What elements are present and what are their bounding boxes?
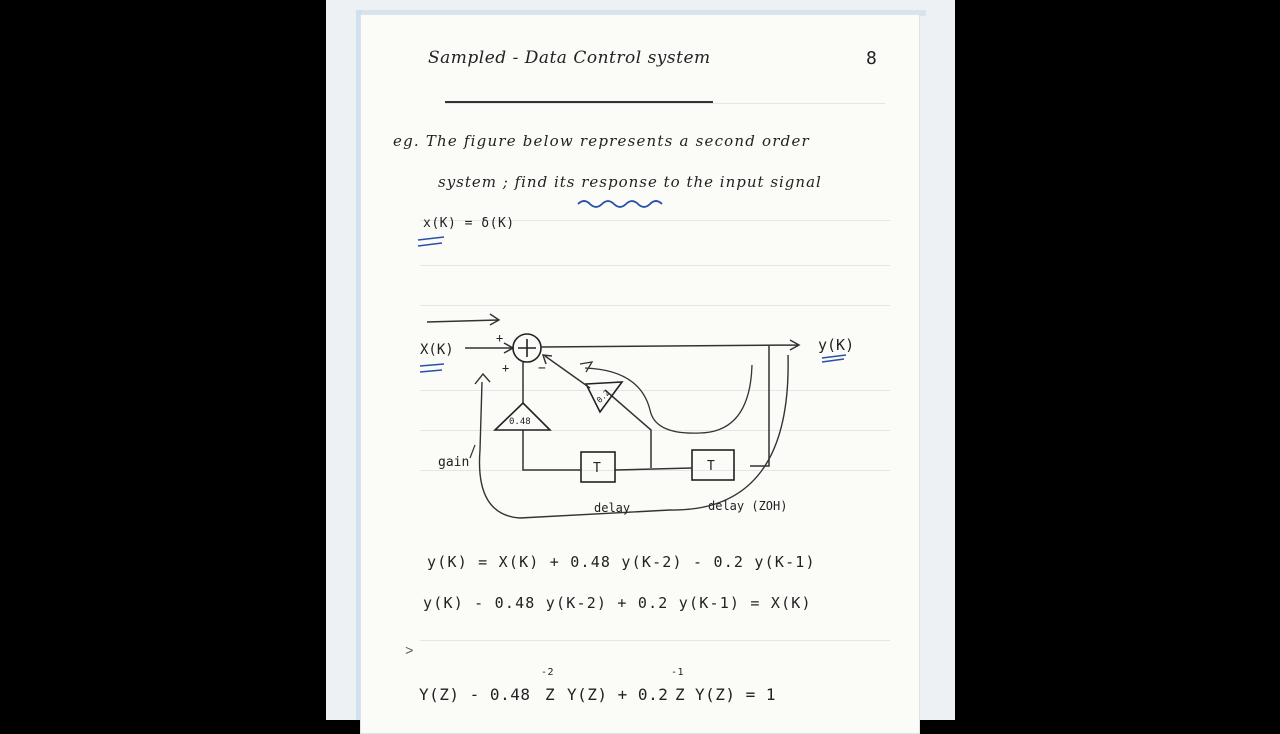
eq3-part3: Y(Z) + 0.2 — [567, 685, 669, 704]
ruled-line — [445, 103, 885, 104]
block-diagram — [400, 300, 880, 540]
equation-1: y(K) = X(K) + 0.48 y(K-2) - 0.2 y(K-1) — [427, 553, 816, 571]
input-arrow — [465, 343, 513, 353]
minus-sign: − — [538, 361, 546, 376]
delay-block-1-text: T — [593, 461, 601, 476]
page-title: Sampled - Data Control system — [428, 48, 711, 68]
delay-block-2-text: T — [707, 459, 715, 474]
eq3-exponent-1: -2 — [541, 667, 555, 678]
eq3-part5: Y(Z) = 1 — [695, 685, 777, 704]
problem-line-2: system ; find its response to the input signal — [438, 173, 822, 191]
delay-label-2: delay (ZOH) — [708, 499, 788, 513]
equation-3 — [419, 667, 819, 707]
ruled-line — [420, 265, 890, 266]
equation-2: y(K) - 0.48 y(K-2) + 0.2 y(K-1) = X(K) — [423, 594, 812, 612]
output-label: y(K) — [818, 336, 855, 354]
output-arrow — [541, 340, 799, 350]
input-signal: x(K) = δ(K) — [423, 216, 515, 231]
plus-sign-top: + — [496, 331, 504, 345]
eq3-part1: Y(Z) - 0.48 — [419, 685, 531, 704]
delay-label-1: delay — [594, 501, 631, 515]
page-number: 8 — [866, 48, 878, 69]
plus-icon — [518, 339, 536, 357]
title-underline — [445, 101, 713, 103]
plus-sign-left: + — [502, 361, 510, 375]
wavy-underline — [576, 198, 672, 210]
margin-mark: ˃ — [405, 643, 414, 659]
gain-label: gain — [438, 455, 470, 470]
direction-arrow — [427, 314, 499, 325]
eq3-z1: Z — [545, 685, 556, 704]
input-label: X(K) — [420, 342, 454, 358]
eq3-exponent-2: -1 — [671, 667, 685, 678]
double-underline — [416, 236, 448, 248]
ruled-line — [420, 640, 890, 641]
gain-value-02: 0.2 — [594, 388, 612, 405]
gain-value-048: 0.48 — [509, 417, 531, 427]
eq3-z2: Z — [675, 685, 686, 704]
problem-line-1: eg. The figure below represents a second order — [393, 132, 810, 150]
